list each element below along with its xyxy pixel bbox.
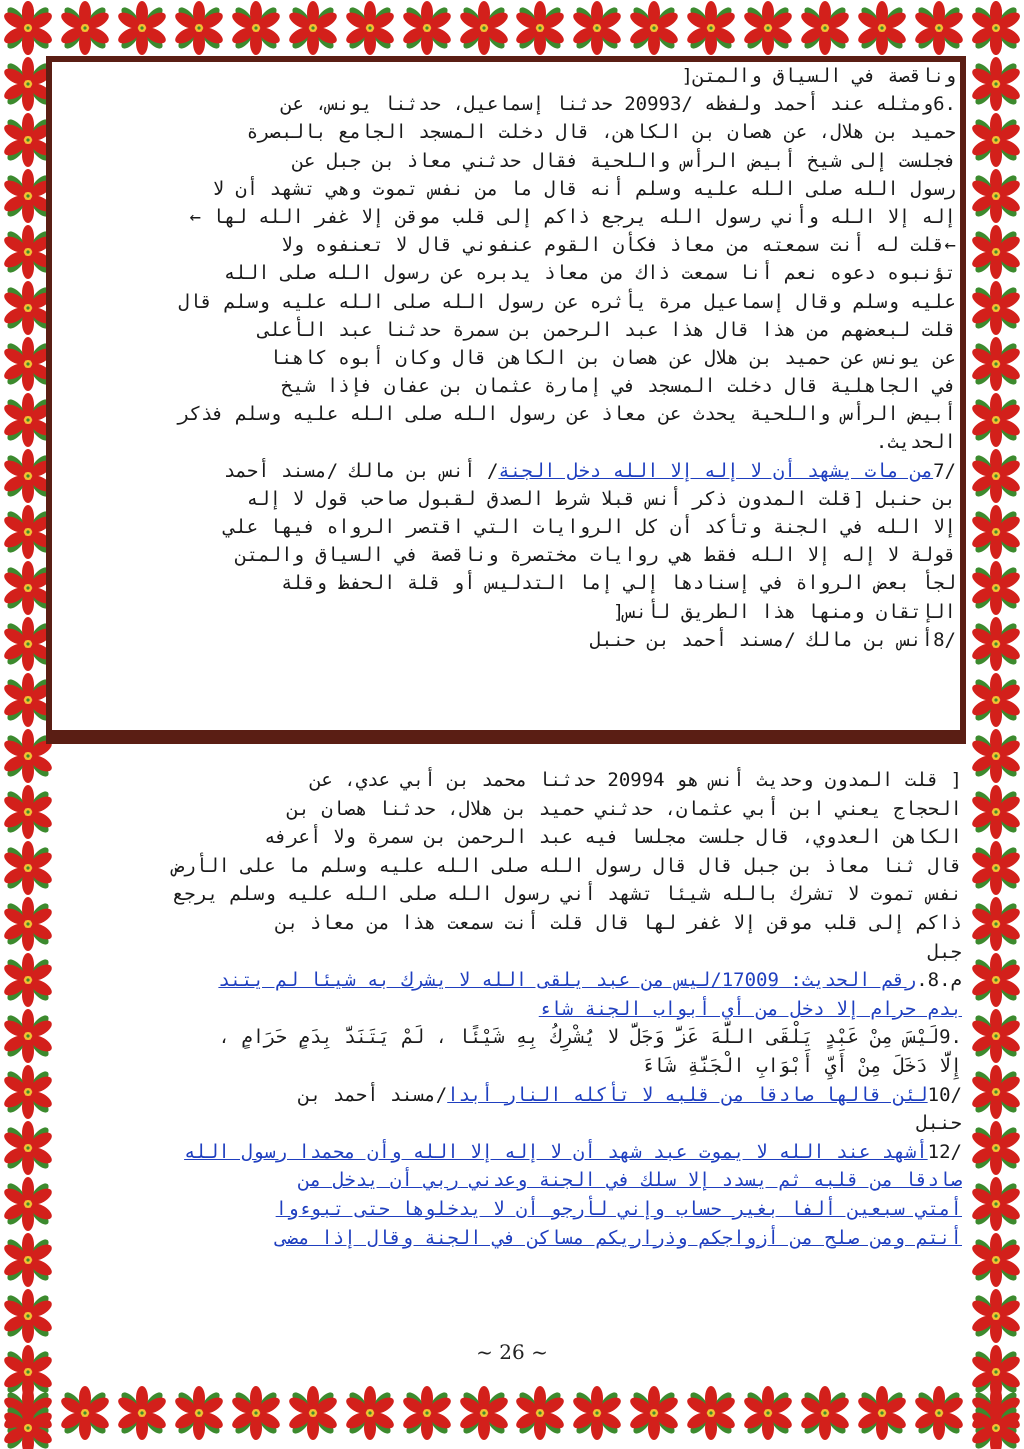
- hadith-8-link[interactable]: رقم الحديث: 17009/ليس من عبد يلقى الله لا يشرك به شيئا لم يتند: [218, 969, 917, 992]
- poinsettia-icon: [968, 1064, 1024, 1120]
- poinsettia-icon: [228, 0, 284, 56]
- hadith-8-line-cont: [80, 995, 962, 1024]
- right-border: [968, 0, 1024, 1449]
- poinsettia-icon: [456, 0, 512, 56]
- hadith-7-line: [56, 457, 956, 485]
- poinsettia-icon: [171, 0, 227, 56]
- poinsettia-icon: [968, 224, 1024, 280]
- hadith-7-link[interactable]: من مات يشهد أن لا إله إلا الله دخل الجنة: [498, 459, 934, 482]
- poinsettia-icon: [171, 1385, 227, 1441]
- poinsettia-icon: [114, 1385, 170, 1441]
- poinsettia-icon: [968, 1232, 1024, 1288]
- hadith-10-source: /مسند أحمد بن: [298, 1083, 448, 1106]
- poinsettia-icon: [968, 1288, 1024, 1344]
- poinsettia-icon: [683, 0, 739, 56]
- poinsettia-icon: [0, 0, 56, 56]
- text-line: بن حنبل [قلت المدون ذكر أنس قبلا شرط الصدق لقبول صاحب قول لا إله: [246, 487, 956, 510]
- text-line: في الجاهلية قال دخلت المسجد في إمارة عثمان بن عفان فإذا شيخ: [281, 375, 956, 398]
- poinsettia-icon: [968, 336, 1024, 392]
- poinsettia-icon: [0, 896, 56, 952]
- top-border: [0, 0, 1024, 64]
- poinsettia-icon: [740, 1385, 796, 1441]
- poinsettia-icon: [569, 1385, 625, 1441]
- text-line: إله إلا الله وأني رسول الله يرجع ذاكم إلى قلب موقن إلا غفر الله لها ←: [189, 205, 956, 228]
- text-line: [ قلت المدون وحديث أنس هو 20994 حدثنا محمد بن أبي عدي، عن: [309, 769, 962, 791]
- hadith-8-number: م.8.: [916, 969, 962, 992]
- poinsettia-icon: [968, 56, 1024, 112]
- text-line: رسول الله صلى الله عليه وسلم أنه قال ما من نفس تموت وهي تشهد أن لا: [212, 177, 956, 200]
- hadith-10-source-cont: حنبل: [916, 1112, 962, 1135]
- poinsettia-icon: [968, 1400, 1024, 1449]
- hadith-12-line-cont: [80, 1166, 962, 1195]
- poinsettia-icon: [399, 1385, 455, 1441]
- poinsettia-icon: [285, 1385, 341, 1441]
- bottom-border: [0, 1385, 1024, 1449]
- poinsettia-icon: [57, 1385, 113, 1441]
- text-line: أبيض الرأس واللحية يحدث عن معاذ عن رسول الله صلى الله عليه وسلم فذكر: [178, 403, 956, 426]
- poinsettia-icon: [911, 0, 967, 56]
- hadith-8-line: [80, 966, 962, 995]
- poinsettia-icon: [683, 1385, 739, 1441]
- text-line: إلا الله في الجنة وتأكد أن كل الروايات التي اقتصر الرواه فيها علي: [223, 516, 956, 538]
- poinsettia-icon: [968, 0, 1024, 56]
- text-line: لجأ بعض الرواة في إسنادها إلي إما التدليس أو قلة الحفظ وقلة: [281, 572, 956, 595]
- poinsettia-icon: [626, 0, 682, 56]
- text-line: ذاكم إلى قلب موقن إلا غفر لها قال قلت أنت سمعت هذا من معاذ بن: [275, 911, 962, 934]
- text-line: جبل: [927, 940, 962, 963]
- text-line: الكاهن العدوي، قال جلست مجلسا فيه عبد الرحمن بن سمرة ولا أعرفه: [264, 826, 962, 849]
- poinsettia-icon: [968, 1008, 1024, 1064]
- poinsettia-icon: [968, 168, 1024, 224]
- poinsettia-icon: [968, 672, 1024, 728]
- text-line: قال ثنا معاذ بن جبل قال قال رسول الله صلى الله عليه وسلم ما على الأرض: [172, 854, 962, 877]
- upper-text-block: [56, 62, 956, 654]
- poinsettia-icon: [512, 1385, 568, 1441]
- hadith-12-number: /12: [927, 1140, 962, 1163]
- text-line: الحجاج يعني ابن أبي عثمان، حدثني حميد بن هلال، حدثنا هصان بن: [287, 797, 962, 820]
- poinsettia-icon: [456, 1385, 512, 1441]
- hadith-12-line-cont: [80, 1195, 962, 1224]
- poinsettia-icon: [968, 896, 1024, 952]
- text-line: /8أنس بن مالك /مسند أحمد بن حنبل: [589, 628, 956, 651]
- text-line: عليه وسلم وقال إسماعيل مرة يأثره عن رسول الله صلى الله عليه وسلم قال: [178, 290, 956, 313]
- poinsettia-icon: [57, 0, 113, 56]
- poinsettia-icon: [0, 952, 56, 1008]
- poinsettia-icon: [968, 1176, 1024, 1232]
- poinsettia-icon: [968, 840, 1024, 896]
- poinsettia-icon: [399, 0, 455, 56]
- poinsettia-icon: [569, 0, 625, 56]
- text-line: .6ومثله عند أحمد ولفظه /20993 حدثنا إسماعيل، حدثنا يونس، عن: [281, 93, 956, 116]
- poinsettia-icon: [968, 1120, 1024, 1176]
- hadith-10-link[interactable]: لئن قالها صادقا من قلبه لا تأكله النار أبدا: [447, 1083, 928, 1106]
- poinsettia-icon: [968, 112, 1024, 168]
- poinsettia-icon: [0, 1008, 56, 1064]
- poinsettia-icon: [968, 560, 1024, 616]
- text-line: تؤنبوه دعوه نعم أنا سمعت ذاك من معاذ يدبره عن رسول الله صلى الله: [223, 262, 956, 285]
- poinsettia-icon: [0, 1064, 56, 1120]
- poinsettia-icon: [228, 1385, 284, 1441]
- poinsettia-icon: [968, 616, 1024, 672]
- poinsettia-icon: [797, 0, 853, 56]
- hadith-7-source: / أنس بن مالك /مسند أحمد: [223, 459, 499, 482]
- poinsettia-icon: [0, 1400, 56, 1449]
- poinsettia-icon: [0, 784, 56, 840]
- poinsettia-icon: [0, 1120, 56, 1176]
- poinsettia-icon: [968, 504, 1024, 560]
- text-line: نفس تموت لا تشرك بالله شيئا تشهد أني رسول الله صلى الله عليه وسلم يرجع: [172, 883, 962, 906]
- text-line: قلت لبعضهم من هذا قال هذا عبد الرحمن بن سمرة حدثنا عبد الأعلى: [258, 318, 956, 341]
- hadith-8-link-cont[interactable]: بدم حرام إلا دخل من أي أبواب الجنة شاء: [538, 997, 962, 1020]
- poinsettia-icon: [342, 0, 398, 56]
- poinsettia-icon: [740, 0, 796, 56]
- hadith-9-line: .9لَيْسَ مِنْ عَبْدٍ يَلْقَى اللَّهَ عَزَّ وَجَلَّ لا يُشْرِكُ بِهِ شَيْئًا ، لَمْ يَتَنَدَّ بِدَمٍ حَرَامٍ ،: [218, 1026, 962, 1049]
- text-line: قولة لا إله إلا الله فقط هي روايات مختصرة وناقصة في السياق والمتن: [235, 544, 956, 567]
- poinsettia-icon: [797, 1385, 853, 1441]
- hadith-10-line: [80, 1081, 962, 1110]
- hadith-12-link[interactable]: أشهد عند الله لا يموت عبد شهد أن لا إله إلا الله وأن محمدا رسول الله: [184, 1140, 928, 1163]
- hadith-12-link[interactable]: أنتم ومن صلح من أزواجكم وذراريكم مساكن في الجنة وقال إذا مضى: [275, 1226, 962, 1249]
- lower-text-block: [80, 766, 962, 1252]
- text-line: وناقصة في السياق والمتن[: [681, 65, 956, 87]
- poinsettia-icon: [0, 1232, 56, 1288]
- page-number: ~ 26 ~: [476, 1340, 548, 1364]
- hadith-12-link[interactable]: أمتي سبعين ألفا بغير حساب وإني لأرجو أن لا يدخلوها حتى تبوءوا: [275, 1197, 962, 1220]
- poinsettia-icon: [911, 1385, 967, 1441]
- poinsettia-icon: [512, 0, 568, 56]
- poinsettia-icon: [968, 784, 1024, 840]
- poinsettia-icon: [968, 392, 1024, 448]
- poinsettia-icon: [285, 0, 341, 56]
- hadith-7-number: /7: [933, 459, 956, 482]
- poinsettia-icon: [968, 952, 1024, 1008]
- hadith-9-line-cont: إِلَّا دَخَلَ مِنْ أَيِّ أَبْوَابِ الْجَنَّةِ شَاءَ: [641, 1054, 962, 1077]
- poinsettia-icon: [854, 0, 910, 56]
- poinsettia-icon: [114, 0, 170, 56]
- poinsettia-icon: [854, 1385, 910, 1441]
- poinsettia-icon: [626, 1385, 682, 1441]
- hadith-12-link[interactable]: صادقا من قلبه ثم يسدد إلا سلك في الجنة وعدني ربي أن يدخل من: [298, 1169, 962, 1192]
- poinsettia-icon: [968, 280, 1024, 336]
- poinsettia-icon: [0, 1288, 56, 1344]
- text-line: الإتقان ومنها هذا الطريق لأنس[: [612, 600, 956, 623]
- poinsettia-icon: [342, 1385, 398, 1441]
- poinsettia-icon: [0, 840, 56, 896]
- poinsettia-icon: [968, 448, 1024, 504]
- text-line: عن يونس عن حميد بن هلال عن هصان بن الكاهن قال وكان أبوه كاهنا: [269, 346, 956, 369]
- hadith-12-line-cont: [80, 1224, 962, 1253]
- poinsettia-icon: [968, 728, 1024, 784]
- text-line: الحديث.: [875, 431, 956, 454]
- text-line: فجلست إلى شيخ أبيض الرأس واللحية فقال حدثني معاذ بن جبل عن: [292, 149, 956, 172]
- hadith-10-number: /10: [927, 1083, 962, 1106]
- text-line: حميد بن هلال، عن هصان بن الكاهن، قال دخلت المسجد الجامع بالبصرة: [246, 121, 956, 144]
- poinsettia-icon: [0, 1176, 56, 1232]
- hadith-12-line: [80, 1138, 962, 1167]
- text-line: ←قلت له أنت سمعته من معاذ فكأن القوم عنفوني قال لا تعنفوه ولا: [281, 234, 956, 257]
